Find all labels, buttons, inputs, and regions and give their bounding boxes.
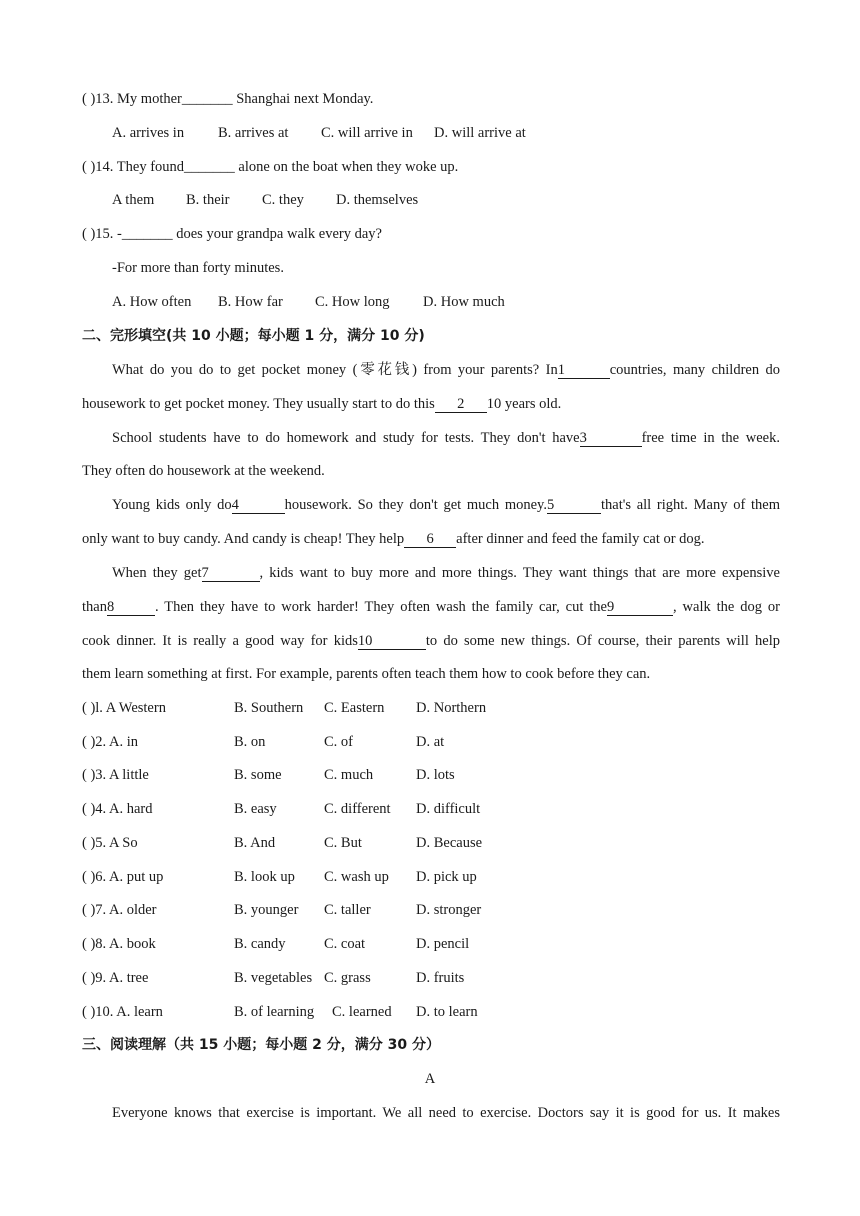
option-stem: ( )4. A. hard [82,801,153,817]
q15-option-b: B. How far [218,294,283,310]
blank-3: 3 [580,430,642,447]
option-stem: ( )l. A Western [82,700,166,716]
option-c: C. different [324,801,391,817]
option-stem: ( )2. A. in [82,734,138,750]
blank-7: 7 [202,565,260,582]
option-d: D. stronger [416,902,482,918]
option-d: D. Northern [416,700,487,716]
q13-option-b: B. arrives at [218,125,289,141]
q15-answer-line: -For more than forty minutes. [112,260,284,276]
cloze-p3-line2: only want to buy candy. And candy is cheap! They help 6 after dinner and feed the family cat or dog. [82,531,705,547]
option-c: C. learned [332,1004,392,1020]
option-d: D. fruits [416,970,465,986]
blank-2: 2 [435,396,487,413]
blank-4: 4 [232,497,285,514]
option-b: B. younger [234,902,299,918]
option-c: C. taller [324,902,371,918]
option-b: B. look up [234,869,295,885]
section-3-heading: 三、阅读理解（共 15 小题；每小题 2 分，满分 30 分） [82,1037,440,1053]
q15-option-c: C. How long [315,294,390,310]
option-d: D. pick up [416,869,477,885]
option-b: B. some [234,767,282,783]
blank-6: 6 [404,531,456,548]
option-b: B. vegetables [234,970,313,986]
q13-option-d: D. will arrive at [434,125,526,141]
option-b: B. candy [234,936,286,952]
option-d: D. Because [416,835,483,851]
option-stem: ( )3. A little [82,767,149,783]
option-stem: ( )10. A. learn [82,1004,163,1020]
option-stem: ( )6. A. put up [82,869,164,885]
option-stem: ( )5. A So [82,835,138,851]
question-15-stem: ( )15. -_______ does your grandpa walk every day? [82,226,382,242]
section-2-heading: 二、完形填空(共 10 小题；每小题 1 分，满分 10 分) [82,328,425,344]
q13-option-a: A. arrives in [112,125,185,141]
cloze-p2-line1: School students have to do homework and study for tests. They don't have3 free time in the week. [112,430,780,446]
option-c: C. coat [324,936,366,952]
option-stem: ( )8. A. book [82,936,156,952]
option-c: C. wash up [324,869,389,885]
cloze-p4-line2: than8 . Then they have to work harder! They often wash the family car, cut the9 , walk the dog or [82,599,780,615]
option-c: C. of [324,734,353,750]
option-c: C. Eastern [324,700,385,716]
blank-5: 5 [547,497,601,514]
question-14-stem: ( )14. They found_______ alone on the boat when they woke up. [82,159,459,175]
blank-1: 1 [558,362,610,379]
passage-label: A [424,1071,436,1087]
option-d: D. lots [416,767,455,783]
option-c: C. grass [324,970,371,986]
blank-9: 9 [607,599,673,616]
q13-option-c: C. will arrive in [321,125,413,141]
q15-option-a: A. How often [112,294,192,310]
option-c: C. much [324,767,374,783]
option-stem: ( )9. A. tree [82,970,149,986]
q14-option-a: A them [112,192,155,208]
option-d: D. at [416,734,445,750]
option-stem: ( )7. A. older [82,902,157,918]
cloze-p1-line1: What do you do to get pocket money (零花钱) from your parents? In1 countries, many children do [112,362,780,378]
option-d: D. to learn [416,1004,478,1020]
option-d: D. pencil [416,936,470,952]
cloze-p1-line2: housework to get pocket money. They usually start to do this 2 10 years old. [82,396,562,412]
q14-option-b: B. their [186,192,230,208]
option-d: D. difficult [416,801,481,817]
cloze-p2-line2: They often do housework at the weekend. [82,463,325,479]
cloze-p4-line3: cook dinner. It is really a good way for kids10 to do some new things. Of course, their parents will help [82,633,781,649]
option-b: B. Southern [234,700,304,716]
q14-option-d: D. themselves [336,192,419,208]
reading-passage-first-line: Everyone knows that exercise is important. We all need to exercise. Doctors say it is good for us. It makes [112,1105,780,1121]
option-b: B. easy [234,801,277,817]
blank-10: 10 [358,633,426,650]
blank-8: 8 [107,599,155,616]
q15-option-d: D. How much [423,294,505,310]
cloze-p3-line1: Young kids only do4 housework. So they don't get much money.5 that's all right. Many of them [112,497,780,513]
option-b: B. And [234,835,276,851]
question-13-stem: ( )13. My mother_______ Shanghai next Monday. [82,91,374,107]
cloze-p4-line1: When they get7 , kids want to buy more and more things. They want things that are more expensive [112,565,780,581]
option-b: B. of learning [234,1004,315,1020]
q14-option-c: C. they [262,192,304,208]
option-c: C. But [324,835,362,851]
cloze-p4-line4: them learn something at first. For example, parents often teach them how to cook before they can. [82,666,651,682]
option-b: B. on [234,734,266,750]
